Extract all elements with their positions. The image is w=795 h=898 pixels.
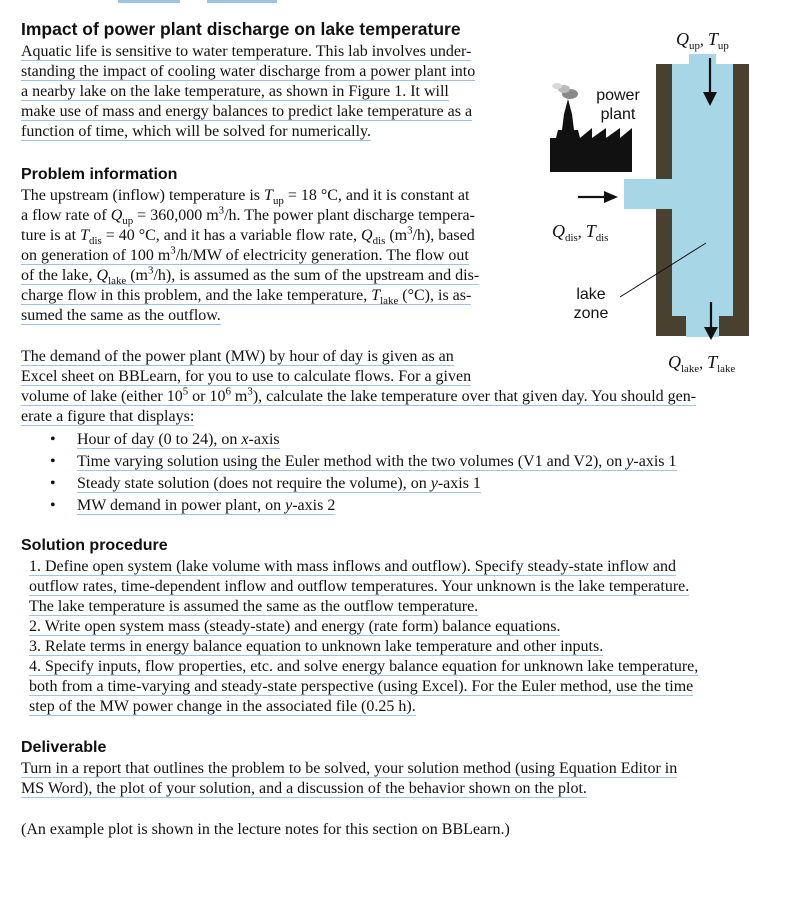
list-item: 3. Relate terms in energy balance equation to unknown lake temperature and other inputs.: [29, 638, 604, 655]
list-item: • Hour of day (0 to 24), on x-axis: [50, 429, 750, 451]
problem-heading: Problem information: [21, 166, 178, 183]
list-item: both from a time-varying and steady-state perspective (using Excel). For the Euler method, use the time: [29, 678, 694, 695]
problem-line-2: a flow rate of $Q_{up} = 360,000$ $m^3/h$. The power plant discharge tempera-: [21, 204, 475, 228]
problem-paragraph: [21, 186, 531, 326]
outflow-label: $Q_{lake}$, $T_{lake}$: [668, 352, 736, 376]
lake-water: [672, 64, 733, 316]
problem-line-7: sumed the same as the outflow.: [21, 307, 221, 324]
figure-requirements-list: [50, 429, 750, 517]
list-item: 1. Define open system (lake volume with mass inflows and outflow). Specify steady-state inflow and: [29, 558, 676, 575]
solution-heading: Solution procedure: [21, 537, 168, 554]
intro-line: a nearby lake on the lake temperature, as shown in Figure 1. It will: [21, 83, 449, 100]
demand-line-3: volume of lake (either $10^5$ or $10^6$ $m^3$), calculate the lake temperature over that given day. You should gen-: [21, 385, 697, 405]
lake-diagram: [540, 20, 790, 380]
demand-line: Excel sheet on BBLearn, for you to use to calculate flows. For a given: [21, 368, 472, 385]
deliverable-line: Turn in a report that outlines the problem to be solved, your solution method (using Equation Editor in: [21, 760, 678, 777]
lake-figure: [540, 20, 790, 380]
intro-line: Aquatic life is sensitive to water temperature. This lab involves under-: [21, 43, 472, 60]
demand-line: erate a figure that displays:: [21, 408, 195, 425]
top-rule-right: [207, 0, 277, 3]
list-item: step of the MW power change in the associated file (0.25 h).: [29, 698, 416, 715]
lake-zone-label: lake zone: [573, 286, 609, 322]
top-rule-left: [118, 0, 180, 3]
discharge-channel: [624, 179, 674, 209]
upstream-inlet: [689, 54, 716, 66]
demand-line: The demand of the power plant (MW) by hour of day is given as an: [21, 348, 454, 365]
upstream-label: $Q_{up}$, $T_{up}$: [676, 29, 729, 53]
problem-line-4: on generation of 100 $m^3/h/MW$ of electricity generation. The flow out: [21, 244, 469, 264]
problem-line-6: charge flow in this problem, and the lake temperature, $T_{lake}$ (°C), is as-: [21, 287, 472, 308]
list-item: outflow rates, time-dependent inflow and outflow temperatures. Your unknown is the lake temperature.: [29, 578, 690, 595]
deliverable-heading: Deliverable: [21, 739, 107, 756]
problem-line-5: of the lake, $Q_{lake}$ $(m^3/h)$, is assumed as the sum of the upstream and dis-: [21, 264, 480, 288]
deliverable-paragraph: [21, 759, 781, 799]
problem-line-1: The upstream (inflow) temperature is $T_{up} = 18$ °C, and it is constant at: [21, 187, 470, 208]
list-item: • Steady state solution (does not require the volume), on y-axis 1: [50, 473, 750, 495]
list-item: • Time varying solution using the Euler method with the two volumes (V1 and V2), on y-axis 1: [50, 451, 750, 473]
page-title: Impact of power plant discharge on lake temperature: [21, 19, 461, 39]
list-item: • MW demand in power plant, on y-axis 2: [50, 495, 750, 517]
deliverable-line: MS Word), the plot of your solution, and a discussion of the behavior shown on the plot.: [21, 780, 587, 797]
list-item: The lake temperature is assumed the same as the outflow temperature.: [29, 598, 479, 615]
list-item: 4. Specify inputs, flow properties, etc. and solve energy balance equation for unknown lake temperature,: [29, 658, 699, 675]
problem-line-3: ture is at $T_{dis} = 40$ °C, and it has a variable flow rate, $Q_{dis}$ $(m^3/h)$, based: [21, 224, 475, 248]
discharge-label: $Q_{dis}$, $T_{dis}$: [552, 221, 609, 245]
discharge-arrow-head: [604, 191, 618, 203]
intro-line: function of time, which will be solved for numerically.: [21, 123, 371, 140]
intro-line: standing the impact of cooling water discharge from a power plant into: [21, 63, 476, 80]
intro-paragraph: [21, 42, 531, 142]
power-plant-label: power plant: [596, 87, 640, 123]
smoke-puff: [552, 83, 562, 89]
deliverable-note: (An example plot is shown in the lecture notes for this section on BBLearn.): [21, 821, 510, 838]
intro-line: make use of mass and energy balances to predict lake temperature as a: [21, 103, 473, 120]
solution-steps: [29, 557, 774, 717]
list-item: 2. Write open system mass (steady-state) and energy (rate form) balance equations.: [29, 618, 561, 635]
